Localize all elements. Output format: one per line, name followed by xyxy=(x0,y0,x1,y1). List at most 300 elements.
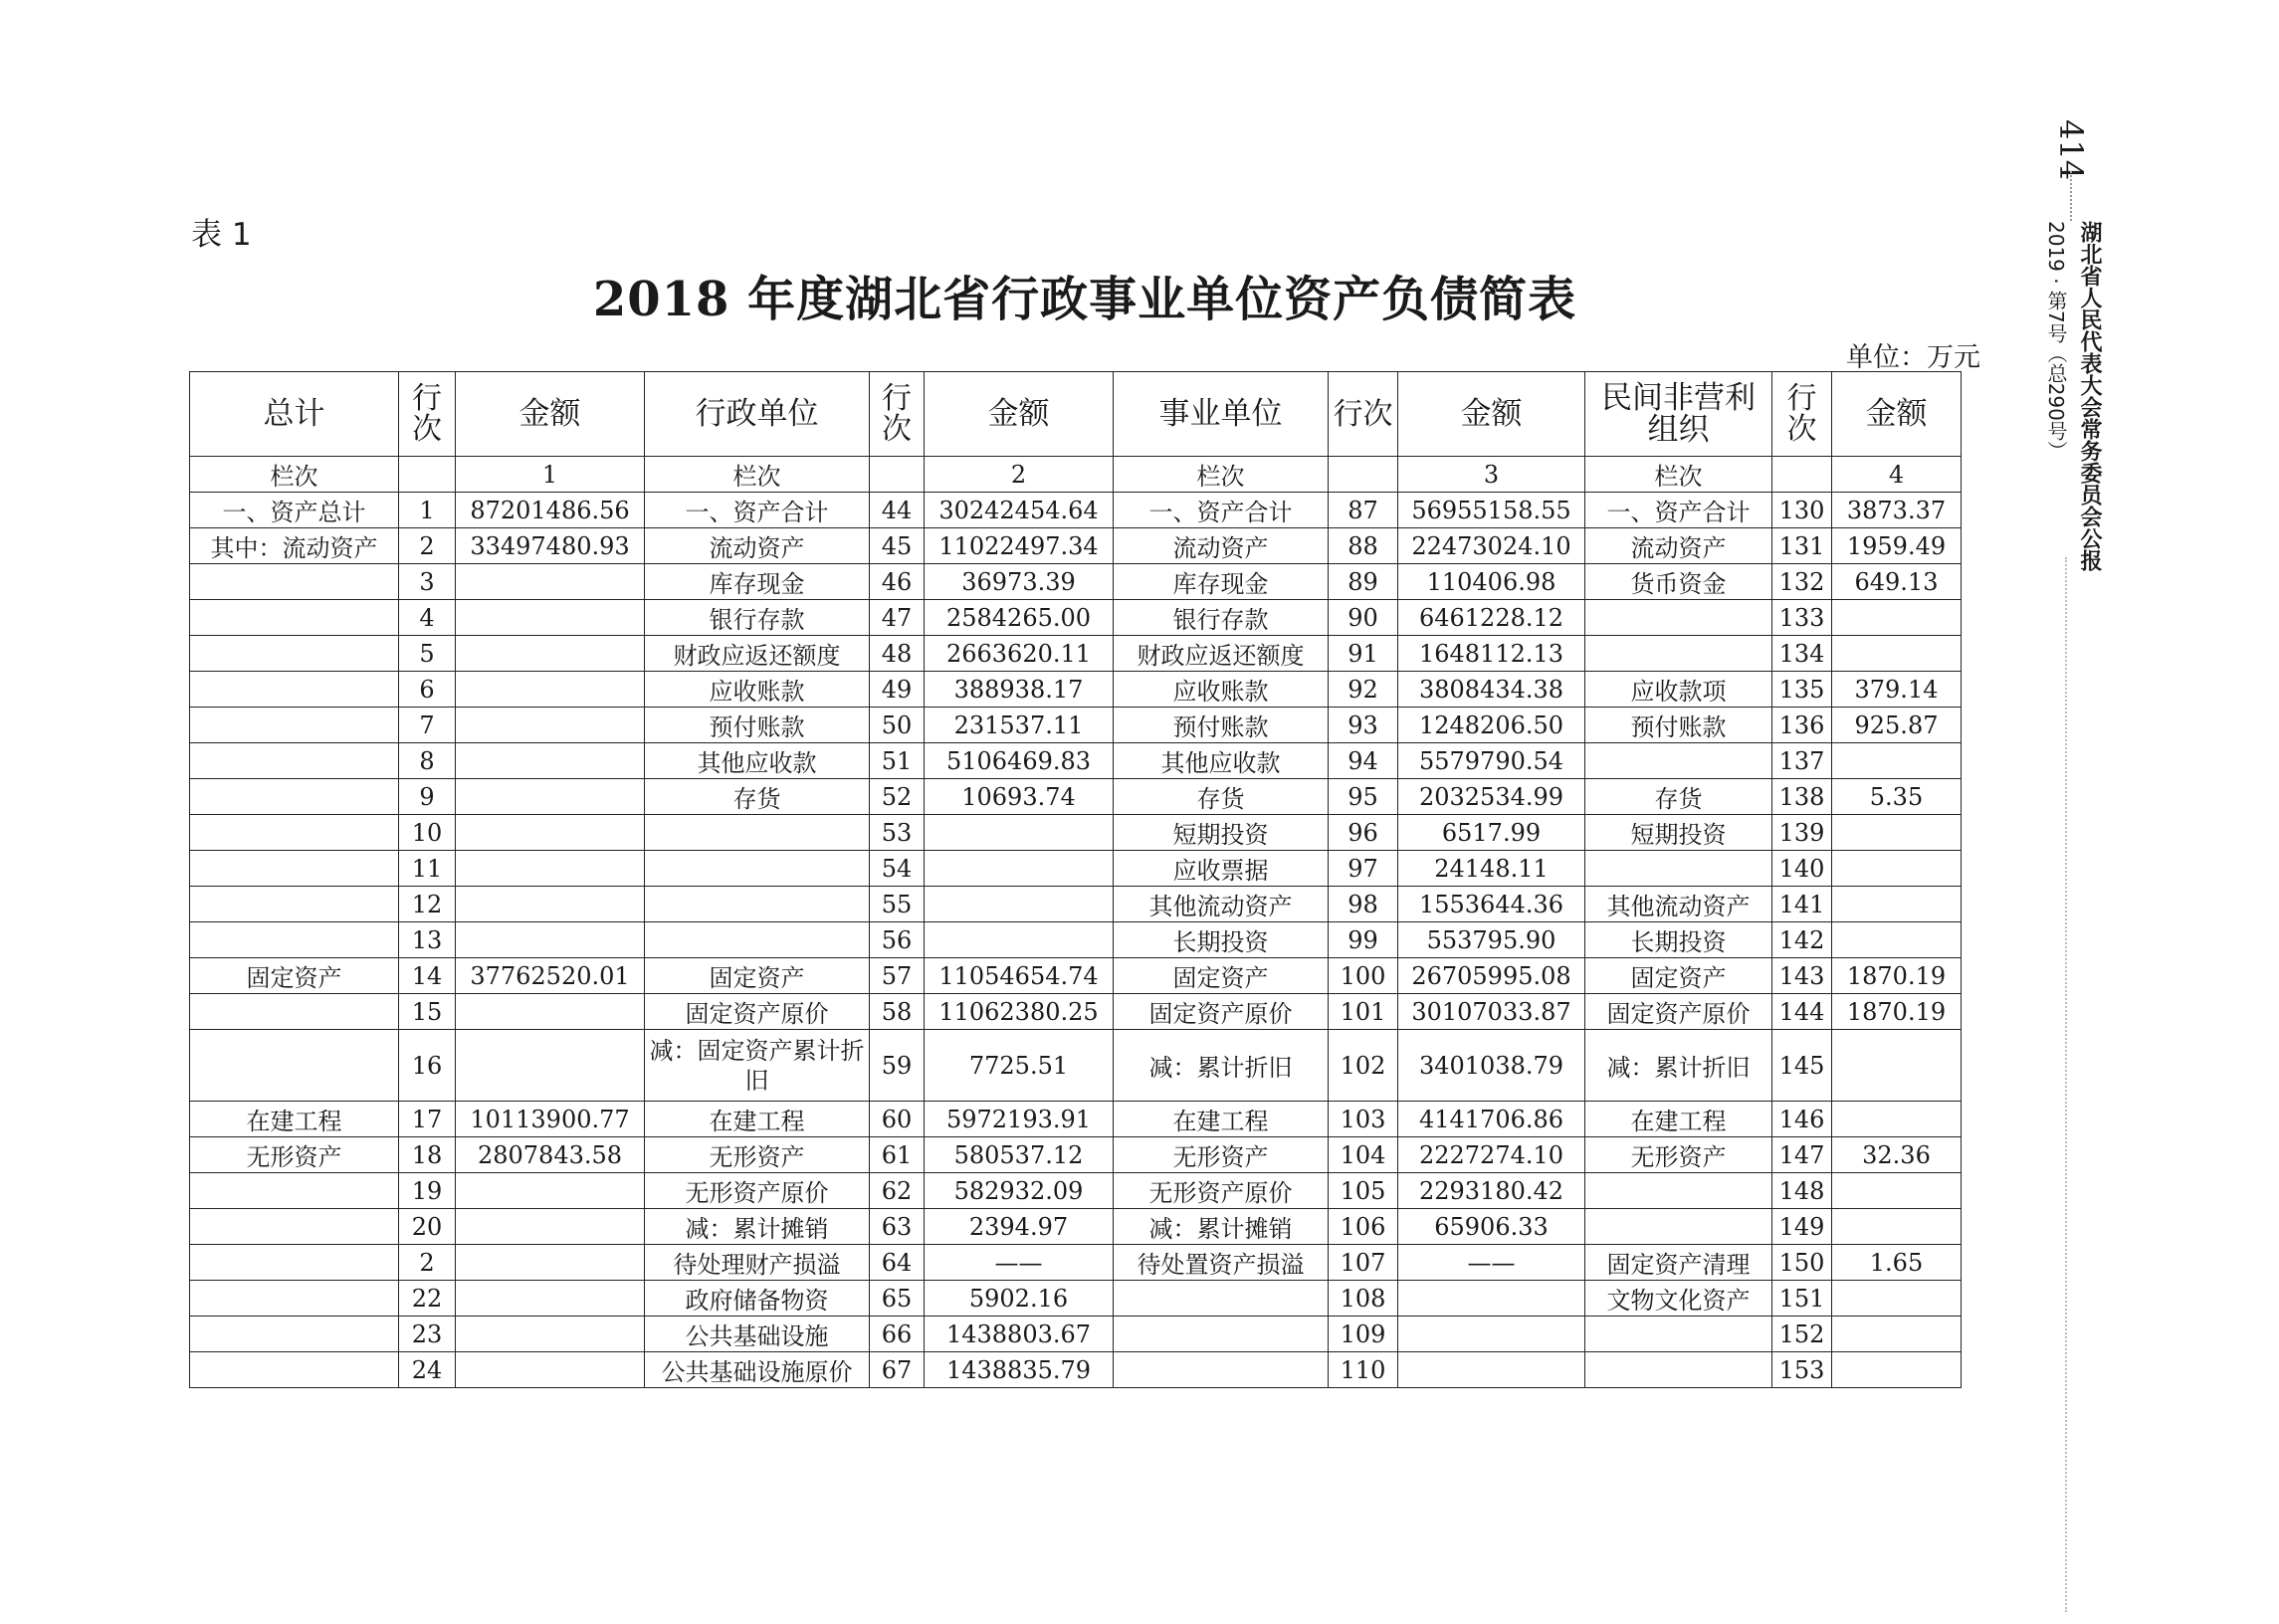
cell-amount: 110406.98 xyxy=(1398,564,1585,600)
cell-row-no: 109 xyxy=(1329,1317,1398,1352)
header-public-institutions: 事业单位 xyxy=(1114,372,1329,457)
cell-admin-item xyxy=(645,815,870,851)
cell-amount: 32.36 xyxy=(1832,1137,1962,1173)
header-admin-units: 行政单位 xyxy=(645,372,870,457)
cell-amount xyxy=(1832,887,1962,922)
cell-row-no: 148 xyxy=(1772,1173,1832,1209)
cell-row-no: 136 xyxy=(1772,708,1832,743)
cell-admin-item xyxy=(645,887,870,922)
cell-amount: 65906.33 xyxy=(1398,1209,1585,1245)
table-row xyxy=(190,922,1962,958)
cell-amount xyxy=(456,1173,645,1209)
cell-row-no: 57 xyxy=(870,958,925,994)
cell-total-item: 无形资产 xyxy=(190,1137,399,1173)
cell-row-no: 100 xyxy=(1329,958,1398,994)
cell-nonprofit-item xyxy=(1585,743,1772,779)
cell-row-no: 4 xyxy=(399,600,456,636)
cell-amount: 7725.51 xyxy=(925,1030,1114,1102)
cell-amount: 5902.16 xyxy=(925,1281,1114,1317)
table-row xyxy=(190,743,1962,779)
cell-admin-item: 库存现金 xyxy=(645,564,870,600)
header-row-no: 行次 xyxy=(399,372,456,457)
cell-row-no: 2 xyxy=(399,1245,456,1281)
page-title: 2018 年度湖北省行政事业单位资产负债简表 xyxy=(592,272,1577,327)
table-row xyxy=(190,958,1962,994)
cell-admin-item: 银行存款 xyxy=(645,600,870,636)
cell-total-item xyxy=(190,708,399,743)
cell-admin-item: 流动资产 xyxy=(645,528,870,564)
cell-amount: 2032534.99 xyxy=(1398,779,1585,815)
cell-amount: 1438835.79 xyxy=(925,1352,1114,1388)
cell-institution-item: 待处置资产损溢 xyxy=(1114,1245,1329,1281)
cell-row-no: 110 xyxy=(1329,1352,1398,1388)
cell-amount xyxy=(1832,636,1962,672)
cell-row-no: 95 xyxy=(1329,779,1398,815)
cell-amount: 3 xyxy=(1398,457,1585,493)
cell-row-no: 146 xyxy=(1772,1102,1832,1137)
cell-institution-item: 在建工程 xyxy=(1114,1102,1329,1137)
cell-total-item xyxy=(190,1245,399,1281)
cell-total-item xyxy=(190,851,399,887)
cell-amount xyxy=(456,1245,645,1281)
cell-amount: 33497480.93 xyxy=(456,528,645,564)
cell-row-no: 94 xyxy=(1329,743,1398,779)
cell-row-no: 106 xyxy=(1329,1209,1398,1245)
cell-amount xyxy=(1832,1317,1962,1352)
cell-amount: 649.13 xyxy=(1832,564,1962,600)
cell-total-item: 栏次 xyxy=(190,457,399,493)
cell-row-no: 98 xyxy=(1329,887,1398,922)
cell-amount xyxy=(1832,1352,1962,1388)
header-amount: 金额 xyxy=(456,372,645,457)
cell-amount xyxy=(456,600,645,636)
cell-admin-item: 无形资产原价 xyxy=(645,1173,870,1209)
cell-total-item xyxy=(190,1030,399,1102)
cell-institution-item: 财政应返还额度 xyxy=(1114,636,1329,672)
cell-total-item xyxy=(190,922,399,958)
cell-institution-item: 其他应收款 xyxy=(1114,743,1329,779)
cell-row-no: 65 xyxy=(870,1281,925,1317)
cell-admin-item: 预付账款 xyxy=(645,708,870,743)
cell-amount xyxy=(456,1209,645,1245)
cell-institution-item: 栏次 xyxy=(1114,457,1329,493)
table-row xyxy=(190,779,1962,815)
cell-nonprofit-item: 固定资产清理 xyxy=(1585,1245,1772,1281)
cell-row-no: 10 xyxy=(399,815,456,851)
cell-institution-item: 一、资产合计 xyxy=(1114,493,1329,528)
cell-amount: 231537.11 xyxy=(925,708,1114,743)
cell-row-no: 63 xyxy=(870,1209,925,1245)
cell-row-no: 6 xyxy=(399,672,456,708)
cell-row-no: 89 xyxy=(1329,564,1398,600)
cell-nonprofit-item: 短期投资 xyxy=(1585,815,1772,851)
cell-amount: 4141706.86 xyxy=(1398,1102,1585,1137)
cell-amount xyxy=(1832,600,1962,636)
table-row xyxy=(190,887,1962,922)
cell-row-no: 139 xyxy=(1772,815,1832,851)
cell-nonprofit-item: 流动资产 xyxy=(1585,528,1772,564)
table-row xyxy=(190,851,1962,887)
cell-row-no: 97 xyxy=(1329,851,1398,887)
cell-row-no: 132 xyxy=(1772,564,1832,600)
cell-admin-item: 固定资产 xyxy=(645,958,870,994)
cell-row-no: 61 xyxy=(870,1137,925,1173)
cell-institution-item: 预付账款 xyxy=(1114,708,1329,743)
page-number: 414 xyxy=(2052,119,2090,181)
table-label: 表 1 xyxy=(191,217,252,253)
cell-amount: 1959.49 xyxy=(1832,528,1962,564)
cell-amount xyxy=(456,743,645,779)
cell-admin-item: 减：累计摊销 xyxy=(645,1209,870,1245)
cell-admin-item xyxy=(645,851,870,887)
cell-row-no: 108 xyxy=(1329,1281,1398,1317)
cell-row-no: 99 xyxy=(1329,922,1398,958)
cell-amount: 1248206.50 xyxy=(1398,708,1585,743)
cell-amount: 1870.19 xyxy=(1832,958,1962,994)
cell-amount: 6461228.12 xyxy=(1398,600,1585,636)
cell-amount: 10113900.77 xyxy=(456,1102,645,1137)
cell-institution-item: 流动资产 xyxy=(1114,528,1329,564)
cell-amount: 2663620.11 xyxy=(925,636,1114,672)
cell-amount: 2807843.58 xyxy=(456,1137,645,1173)
table-row xyxy=(190,528,1962,564)
cell-institution-item: 减：累计折旧 xyxy=(1114,1030,1329,1102)
cell-row-no xyxy=(870,457,925,493)
cell-row-no: 93 xyxy=(1329,708,1398,743)
cell-nonprofit-item: 预付账款 xyxy=(1585,708,1772,743)
cell-amount: 379.14 xyxy=(1832,672,1962,708)
cell-admin-item: 待处理财产损溢 xyxy=(645,1245,870,1281)
cell-amount xyxy=(456,564,645,600)
cell-row-no: 90 xyxy=(1329,600,1398,636)
cell-amount: 2394.97 xyxy=(925,1209,1114,1245)
cell-amount: 1553644.36 xyxy=(1398,887,1585,922)
cell-row-no: 141 xyxy=(1772,887,1832,922)
cell-amount: 4 xyxy=(1832,457,1962,493)
cell-amount: 2227274.10 xyxy=(1398,1137,1585,1173)
cell-amount: 2293180.42 xyxy=(1398,1173,1585,1209)
cell-row-no: 64 xyxy=(870,1245,925,1281)
cell-amount: 56955158.55 xyxy=(1398,493,1585,528)
table-row xyxy=(190,1173,1962,1209)
cell-admin-item: 减：固定资产累计折旧 xyxy=(645,1030,870,1102)
table-row xyxy=(190,1317,1962,1352)
cell-row-no: 104 xyxy=(1329,1137,1398,1173)
cell-row-no: 47 xyxy=(870,600,925,636)
cell-row-no: 9 xyxy=(399,779,456,815)
cell-institution-item: 应收票据 xyxy=(1114,851,1329,887)
cell-amount xyxy=(1832,1281,1962,1317)
table-row xyxy=(190,1209,1962,1245)
cell-amount: 553795.90 xyxy=(1398,922,1585,958)
cell-total-item xyxy=(190,636,399,672)
cell-admin-item: 在建工程 xyxy=(645,1102,870,1137)
cell-total-item: 一、资产总计 xyxy=(190,493,399,528)
cell-row-no: 137 xyxy=(1772,743,1832,779)
cell-amount: 37762520.01 xyxy=(456,958,645,994)
cell-row-no: 13 xyxy=(399,922,456,958)
cell-row-no: 56 xyxy=(870,922,925,958)
cell-row-no: 14 xyxy=(399,958,456,994)
issue-number: 2019 · 第7号（总290号） xyxy=(2044,221,2068,461)
cell-amount xyxy=(456,672,645,708)
cell-amount xyxy=(1832,1173,1962,1209)
cell-nonprofit-item: 文物文化资产 xyxy=(1585,1281,1772,1317)
cell-row-no: 150 xyxy=(1772,1245,1832,1281)
cell-total-item xyxy=(190,1317,399,1352)
cell-amount xyxy=(456,887,645,922)
cell-nonprofit-item: 应收款项 xyxy=(1585,672,1772,708)
cell-row-no: 147 xyxy=(1772,1137,1832,1173)
cell-row-no: 144 xyxy=(1772,994,1832,1030)
cell-total-item: 其中：流动资产 xyxy=(190,528,399,564)
balance-sheet-table xyxy=(189,371,1962,1388)
table-row xyxy=(190,1030,1962,1102)
cell-nonprofit-item: 存货 xyxy=(1585,779,1772,815)
cell-total-item xyxy=(190,994,399,1030)
cell-total-item xyxy=(190,564,399,600)
cell-row-no xyxy=(1772,457,1832,493)
table-row xyxy=(190,708,1962,743)
cell-row-no: 53 xyxy=(870,815,925,851)
cell-row-no: 62 xyxy=(870,1173,925,1209)
cell-row-no: 23 xyxy=(399,1317,456,1352)
cell-institution-item: 无形资产原价 xyxy=(1114,1173,1329,1209)
cell-institution-item: 其他流动资产 xyxy=(1114,887,1329,922)
header-amount: 金额 xyxy=(1398,372,1585,457)
cell-amount xyxy=(456,922,645,958)
cell-institution-item: 固定资产原价 xyxy=(1114,994,1329,1030)
cell-row-no: 1 xyxy=(399,493,456,528)
cell-row-no: 131 xyxy=(1772,528,1832,564)
cell-row-no: 149 xyxy=(1772,1209,1832,1245)
cell-institution-item xyxy=(1114,1281,1329,1317)
cell-row-no: 133 xyxy=(1772,600,1832,636)
cell-institution-item: 长期投资 xyxy=(1114,922,1329,958)
cell-amount: 3808434.38 xyxy=(1398,672,1585,708)
cell-amount: —— xyxy=(1398,1245,1585,1281)
cell-total-item: 固定资产 xyxy=(190,958,399,994)
sidebar-divider xyxy=(2070,171,2072,221)
cell-nonprofit-item: 无形资产 xyxy=(1585,1137,1772,1173)
cell-row-no: 58 xyxy=(870,994,925,1030)
header-row-no: 行次 xyxy=(1329,372,1398,457)
unit-label: 单位：万元 xyxy=(1846,342,1980,373)
cell-row-no: 2 xyxy=(399,528,456,564)
cell-nonprofit-item: 栏次 xyxy=(1585,457,1772,493)
cell-row-no: 66 xyxy=(870,1317,925,1352)
cell-total-item xyxy=(190,1209,399,1245)
table-row xyxy=(190,636,1962,672)
cell-amount: 3401038.79 xyxy=(1398,1030,1585,1102)
cell-row-no: 19 xyxy=(399,1173,456,1209)
cell-nonprofit-item: 固定资产原价 xyxy=(1585,994,1772,1030)
cell-nonprofit-item: 长期投资 xyxy=(1585,922,1772,958)
header-row-no: 行次 xyxy=(870,372,925,457)
cell-row-no: 140 xyxy=(1772,851,1832,887)
cell-total-item xyxy=(190,887,399,922)
cell-institution-item: 应收账款 xyxy=(1114,672,1329,708)
cell-amount xyxy=(1832,922,1962,958)
cell-admin-item: 政府储备物资 xyxy=(645,1281,870,1317)
cell-amount xyxy=(456,815,645,851)
cell-row-no: 7 xyxy=(399,708,456,743)
cell-row-no: 143 xyxy=(1772,958,1832,994)
cell-institution-item xyxy=(1114,1317,1329,1352)
cell-amount: 26705995.08 xyxy=(1398,958,1585,994)
cell-nonprofit-item: 货币资金 xyxy=(1585,564,1772,600)
cell-row-no: 44 xyxy=(870,493,925,528)
cell-row-no xyxy=(399,457,456,493)
table-row xyxy=(190,600,1962,636)
cell-row-no: 87 xyxy=(1329,493,1398,528)
cell-row-no: 59 xyxy=(870,1030,925,1102)
cell-row-no: 134 xyxy=(1772,636,1832,672)
table-row xyxy=(190,1281,1962,1317)
cell-amount xyxy=(1832,815,1962,851)
cell-row-no: 45 xyxy=(870,528,925,564)
cell-institution-item: 银行存款 xyxy=(1114,600,1329,636)
cell-row-no: 91 xyxy=(1329,636,1398,672)
cell-row-no: 135 xyxy=(1772,672,1832,708)
cell-amount: 2 xyxy=(925,457,1114,493)
cell-admin-item: 其他应收款 xyxy=(645,743,870,779)
cell-nonprofit-item xyxy=(1585,1317,1772,1352)
cell-amount: 24148.11 xyxy=(1398,851,1585,887)
cell-amount: 3873.37 xyxy=(1832,493,1962,528)
cell-nonprofit-item: 一、资产合计 xyxy=(1585,493,1772,528)
cell-total-item xyxy=(190,1281,399,1317)
cell-nonprofit-item: 减：累计折旧 xyxy=(1585,1030,1772,1102)
cell-admin-item: 公共基础设施原价 xyxy=(645,1352,870,1388)
cell-row-no: 54 xyxy=(870,851,925,887)
cell-row-no: 46 xyxy=(870,564,925,600)
cell-row-no: 138 xyxy=(1772,779,1832,815)
cell-amount: 87201486.56 xyxy=(456,493,645,528)
header-amount: 金额 xyxy=(1832,372,1962,457)
cell-row-no: 96 xyxy=(1329,815,1398,851)
cell-row-no xyxy=(1329,457,1398,493)
table-row xyxy=(190,1245,1962,1281)
cell-total-item: 在建工程 xyxy=(190,1102,399,1137)
cell-admin-item: 应收账款 xyxy=(645,672,870,708)
cell-amount: 5.35 xyxy=(1832,779,1962,815)
cell-nonprofit-item xyxy=(1585,851,1772,887)
cell-institution-item: 库存现金 xyxy=(1114,564,1329,600)
cell-row-no: 92 xyxy=(1329,672,1398,708)
table-header-row xyxy=(190,372,1962,457)
cell-amount: 582932.09 xyxy=(925,1173,1114,1209)
cell-row-no: 18 xyxy=(399,1137,456,1173)
cell-admin-item: 栏次 xyxy=(645,457,870,493)
cell-amount xyxy=(925,815,1114,851)
cell-amount xyxy=(456,1281,645,1317)
table-row xyxy=(190,1102,1962,1137)
cell-amount xyxy=(456,779,645,815)
cell-nonprofit-item xyxy=(1585,1209,1772,1245)
cell-nonprofit-item xyxy=(1585,1173,1772,1209)
cell-nonprofit-item xyxy=(1585,600,1772,636)
cell-row-no: 24 xyxy=(399,1352,456,1388)
cell-nonprofit-item xyxy=(1585,1352,1772,1388)
cell-amount xyxy=(925,887,1114,922)
cell-row-no: 22 xyxy=(399,1281,456,1317)
table-row xyxy=(190,1352,1962,1388)
cell-institution-item: 无形资产 xyxy=(1114,1137,1329,1173)
cell-total-item xyxy=(190,743,399,779)
cell-amount: 580537.12 xyxy=(925,1137,1114,1173)
cell-amount: 1648112.13 xyxy=(1398,636,1585,672)
cell-amount xyxy=(1398,1281,1585,1317)
cell-row-no: 142 xyxy=(1772,922,1832,958)
cell-amount: 388938.17 xyxy=(925,672,1114,708)
cell-admin-item: 固定资产原价 xyxy=(645,994,870,1030)
cell-row-no: 88 xyxy=(1329,528,1398,564)
cell-amount xyxy=(456,994,645,1030)
table-row xyxy=(190,815,1962,851)
cell-amount xyxy=(456,708,645,743)
cell-total-item xyxy=(190,672,399,708)
cell-amount: 1 xyxy=(456,457,645,493)
cell-amount xyxy=(1398,1352,1585,1388)
cell-amount: 5106469.83 xyxy=(925,743,1114,779)
cell-nonprofit-item: 固定资产 xyxy=(1585,958,1772,994)
cell-row-no: 52 xyxy=(870,779,925,815)
cell-row-no: 49 xyxy=(870,672,925,708)
table-row xyxy=(190,1137,1962,1173)
cell-row-no: 60 xyxy=(870,1102,925,1137)
cell-row-no: 5 xyxy=(399,636,456,672)
cell-amount: 1.65 xyxy=(1832,1245,1962,1281)
journal-name: 湖北省人民代表大会常务委员会公报 xyxy=(2077,221,2102,571)
cell-amount: 6517.99 xyxy=(1398,815,1585,851)
header-total: 总计 xyxy=(190,372,399,457)
cell-total-item xyxy=(190,1173,399,1209)
cell-row-no: 3 xyxy=(399,564,456,600)
cell-amount: 925.87 xyxy=(1832,708,1962,743)
table-row xyxy=(190,994,1962,1030)
cell-amount xyxy=(1398,1317,1585,1352)
cell-row-no: 8 xyxy=(399,743,456,779)
cell-row-no: 130 xyxy=(1772,493,1832,528)
cell-amount: 5579790.54 xyxy=(1398,743,1585,779)
table-row xyxy=(190,564,1962,600)
cell-amount: 1870.19 xyxy=(1832,994,1962,1030)
cell-amount xyxy=(1832,1102,1962,1137)
cell-row-no: 12 xyxy=(399,887,456,922)
cell-row-no: 107 xyxy=(1329,1245,1398,1281)
cell-admin-item: 无形资产 xyxy=(645,1137,870,1173)
header-amount: 金额 xyxy=(925,372,1114,457)
cell-admin-item: 公共基础设施 xyxy=(645,1317,870,1352)
cell-amount xyxy=(1832,1209,1962,1245)
cell-amount: 11054654.74 xyxy=(925,958,1114,994)
cell-amount: 30107033.87 xyxy=(1398,994,1585,1030)
cell-amount xyxy=(456,851,645,887)
cell-row-no: 101 xyxy=(1329,994,1398,1030)
cell-row-no: 15 xyxy=(399,994,456,1030)
cell-institution-item: 固定资产 xyxy=(1114,958,1329,994)
table-row xyxy=(190,672,1962,708)
cell-amount: 10693.74 xyxy=(925,779,1114,815)
cell-amount xyxy=(1832,851,1962,887)
cell-admin-item xyxy=(645,922,870,958)
cell-amount: 11022497.34 xyxy=(925,528,1114,564)
cell-institution-item: 存货 xyxy=(1114,779,1329,815)
cell-row-no: 55 xyxy=(870,887,925,922)
cell-row-no: 67 xyxy=(870,1352,925,1388)
cell-row-no: 20 xyxy=(399,1209,456,1245)
